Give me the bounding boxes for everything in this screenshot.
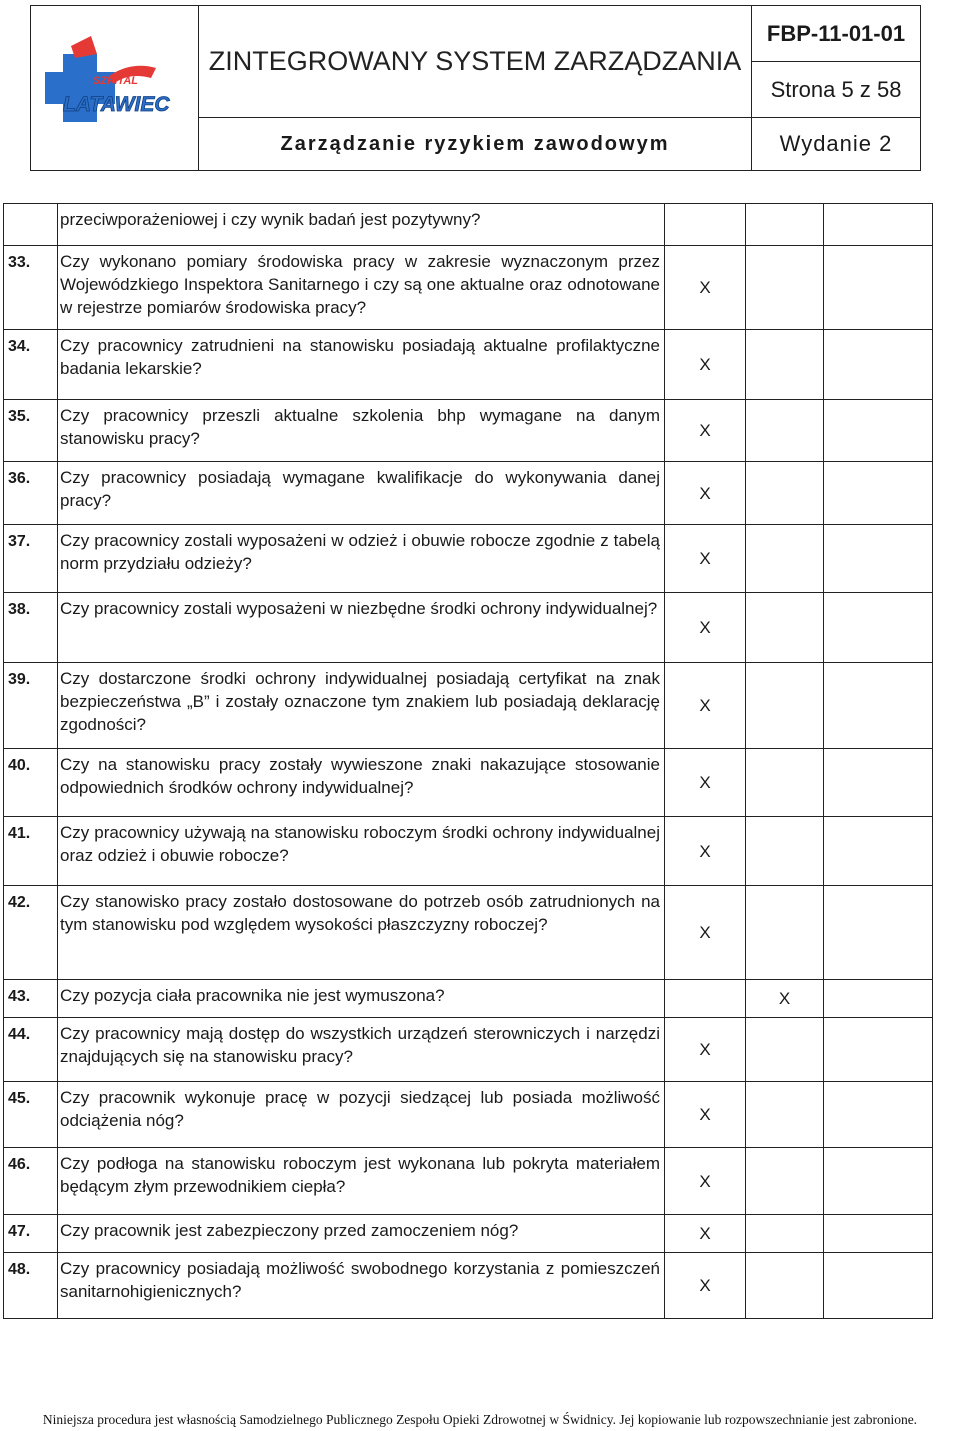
question-text: Czy wykonano pomiary środowiska pracy w zakresie wyznaczonym przez Wojewódzkiego Inspektora Sanitarnego i czy są one aktualne oraz odnotowane w rejestrze pomiarów środowiska pracy? bbox=[58, 246, 665, 330]
answer-mark-cell bbox=[746, 663, 824, 749]
answer-mark-cell bbox=[665, 980, 746, 1018]
answer-mark-cell: X bbox=[665, 400, 746, 462]
answer-mark-cell: X bbox=[665, 1148, 746, 1215]
answer-mark-cell bbox=[746, 593, 824, 663]
answer-mark-cell bbox=[824, 749, 933, 817]
answer-mark-cell bbox=[824, 886, 933, 980]
question-text: Czy pracownicy mają dostęp do wszystkich urządzeń sterowniczych i narzędzi znajdujących się na stanowisku pracy? bbox=[58, 1018, 665, 1082]
answer-mark-cell: X bbox=[665, 1253, 746, 1319]
answer-mark-cell bbox=[824, 817, 933, 886]
answer-mark-cell bbox=[824, 980, 933, 1018]
answer-mark-cell: X bbox=[665, 1018, 746, 1082]
answer-mark-cell bbox=[824, 1148, 933, 1215]
question-number: 42. bbox=[4, 886, 58, 980]
table-row bbox=[4, 204, 933, 246]
answer-mark-cell bbox=[746, 400, 824, 462]
answer-mark-cell: X bbox=[665, 663, 746, 749]
checklist-table bbox=[3, 203, 933, 1319]
question-number: 47. bbox=[4, 1215, 58, 1253]
answer-mark-cell bbox=[746, 246, 824, 330]
answer-mark-cell: X bbox=[665, 525, 746, 593]
answer-mark-cell bbox=[746, 462, 824, 525]
answer-mark-cell bbox=[746, 330, 824, 400]
answer-mark-cell bbox=[824, 1253, 933, 1319]
question-text: Czy stanowisko pracy zostało dostosowane do potrzeb osób zatrudnionych na tym stanowisku pod względem wysokości płaszczyzny roboczej? bbox=[58, 886, 665, 980]
answer-mark-cell bbox=[746, 1253, 824, 1319]
question-text: Czy pracownik wykonuje pracę w pozycji siedzącej lub posiada możliwość odciążenia nóg? bbox=[58, 1082, 665, 1148]
question-text: Czy dostarczone środki ochrony indywidualnej posiadają certyfikat na znak bezpieczeństwa „B” i zostały oznaczone tym znakiem lub posiadają deklarację zgodności? bbox=[58, 663, 665, 749]
table-row bbox=[4, 886, 933, 980]
table-row bbox=[4, 817, 933, 886]
document-subtitle: Zarządzanie ryzykiem zawodowym bbox=[199, 118, 752, 171]
logo-text-main: LATAWIEC bbox=[63, 93, 170, 116]
table-row bbox=[4, 246, 933, 330]
question-number: 33. bbox=[4, 246, 58, 330]
question-text: Czy pracownicy posiadają możliwość swobodnego korzystania z pomieszczeń sanitarnohigienicznych? bbox=[58, 1253, 665, 1319]
question-number: 36. bbox=[4, 462, 58, 525]
table-row bbox=[4, 330, 933, 400]
question-text: Czy pozycja ciała pracownika nie jest wymuszona? bbox=[58, 980, 665, 1018]
table-row bbox=[4, 663, 933, 749]
answer-mark-cell bbox=[746, 749, 824, 817]
table-row bbox=[4, 462, 933, 525]
answer-mark-cell: X bbox=[665, 246, 746, 330]
table-row bbox=[4, 525, 933, 593]
page-number: Strona 5 z 58 bbox=[752, 62, 921, 118]
question-number: 40. bbox=[4, 749, 58, 817]
system-title: ZINTEGROWANY SYSTEM ZARZĄDZANIA bbox=[199, 6, 752, 118]
question-number: 45. bbox=[4, 1082, 58, 1148]
answer-mark-cell bbox=[746, 817, 824, 886]
table-row bbox=[4, 1215, 933, 1253]
table-row bbox=[4, 400, 933, 462]
question-number: 44. bbox=[4, 1018, 58, 1082]
answer-mark-cell: X bbox=[665, 593, 746, 663]
question-number: 43. bbox=[4, 980, 58, 1018]
logo-text-top: SZPITAL bbox=[93, 75, 139, 87]
question-number: 46. bbox=[4, 1148, 58, 1215]
question-number: 41. bbox=[4, 817, 58, 886]
question-text: Czy pracownicy używają na stanowisku roboczym środki ochrony indywidualnej oraz odzież i obuwie robocze? bbox=[58, 817, 665, 886]
table-row bbox=[4, 1082, 933, 1148]
question-number: 39. bbox=[4, 663, 58, 749]
table-row bbox=[4, 1148, 933, 1215]
answer-mark-cell bbox=[746, 204, 824, 246]
checklist-body bbox=[4, 204, 933, 1319]
question-number: 37. bbox=[4, 525, 58, 593]
answer-mark-cell bbox=[746, 1215, 824, 1253]
question-text: Czy pracownicy zostali wyposażeni w niezbędne środki ochrony indywidualnej? bbox=[58, 593, 665, 663]
hospital-logo-icon bbox=[31, 6, 198, 165]
question-number bbox=[4, 204, 58, 246]
question-text: Czy pracownicy posiadają wymagane kwalifikacje do wykonywania danej pracy? bbox=[58, 462, 665, 525]
answer-mark-cell: X bbox=[665, 1215, 746, 1253]
question-number: 34. bbox=[4, 330, 58, 400]
question-text: Czy pracownik jest zabezpieczony przed zamoczeniem nóg? bbox=[58, 1215, 665, 1253]
question-text: Czy pracownicy zostali wyposażeni w odzież i obuwie robocze zgodnie z tabelą norm przydziału odzieży? bbox=[58, 525, 665, 593]
document-header bbox=[30, 5, 921, 171]
answer-mark-cell bbox=[746, 1082, 824, 1148]
answer-mark-cell: X bbox=[665, 462, 746, 525]
question-text: Czy pracownicy przeszli aktualne szkolenia bhp wymagane na danym stanowisku pracy? bbox=[58, 400, 665, 462]
question-number: 35. bbox=[4, 400, 58, 462]
answer-mark-cell bbox=[824, 330, 933, 400]
answer-mark-cell: X bbox=[665, 749, 746, 817]
question-number: 38. bbox=[4, 593, 58, 663]
answer-mark-cell bbox=[824, 525, 933, 593]
edition-label: Wydanie 2 bbox=[752, 118, 921, 171]
answer-mark-cell bbox=[746, 1148, 824, 1215]
question-number: 48. bbox=[4, 1253, 58, 1319]
question-text: przeciwporażeniowej i czy wynik badań jest pozytywny? bbox=[58, 204, 665, 246]
table-row bbox=[4, 1018, 933, 1082]
answer-mark-cell bbox=[824, 1215, 933, 1253]
answer-mark-cell bbox=[824, 1018, 933, 1082]
answer-mark-cell: X bbox=[665, 886, 746, 980]
answer-mark-cell bbox=[746, 886, 824, 980]
table-row bbox=[4, 593, 933, 663]
answer-mark-cell: X bbox=[746, 980, 824, 1018]
question-text: Czy podłoga na stanowisku roboczym jest wykonana lub pokryta materiałem będącym złym przewodnikiem ciepła? bbox=[58, 1148, 665, 1215]
answer-mark-cell bbox=[746, 525, 824, 593]
answer-mark-cell bbox=[824, 593, 933, 663]
answer-mark-cell: X bbox=[665, 330, 746, 400]
answer-mark-cell bbox=[824, 1082, 933, 1148]
answer-mark-cell bbox=[824, 246, 933, 330]
table-row bbox=[4, 1253, 933, 1319]
answer-mark-cell bbox=[824, 663, 933, 749]
footer-notice: Niniejsza procedura jest własnością Samodzielnego Publicznego Zespołu Opieki Zdrowotnej w Świdnicy. Jej kopiowanie lub rozpowszechnianie jest zabronione. bbox=[42, 1412, 918, 1427]
answer-mark-cell: X bbox=[665, 1082, 746, 1148]
answer-mark-cell: X bbox=[665, 817, 746, 886]
question-text: Czy pracownicy zatrudnieni na stanowisku posiadają aktualne profilaktyczne badania lekarskie? bbox=[58, 330, 665, 400]
answer-mark-cell bbox=[746, 1018, 824, 1082]
table-row bbox=[4, 980, 933, 1018]
answer-mark-cell bbox=[665, 204, 746, 246]
answer-mark-cell bbox=[824, 400, 933, 462]
answer-mark-cell bbox=[824, 462, 933, 525]
question-text: Czy na stanowisku pracy zostały wywieszone znaki nakazujące stosowanie odpowiednich środków ochrony indywidualnej? bbox=[58, 749, 665, 817]
document-code: FBP-11-01-01 bbox=[752, 6, 921, 62]
table-row bbox=[4, 749, 933, 817]
answer-mark-cell bbox=[824, 204, 933, 246]
logo-cell bbox=[31, 6, 199, 171]
